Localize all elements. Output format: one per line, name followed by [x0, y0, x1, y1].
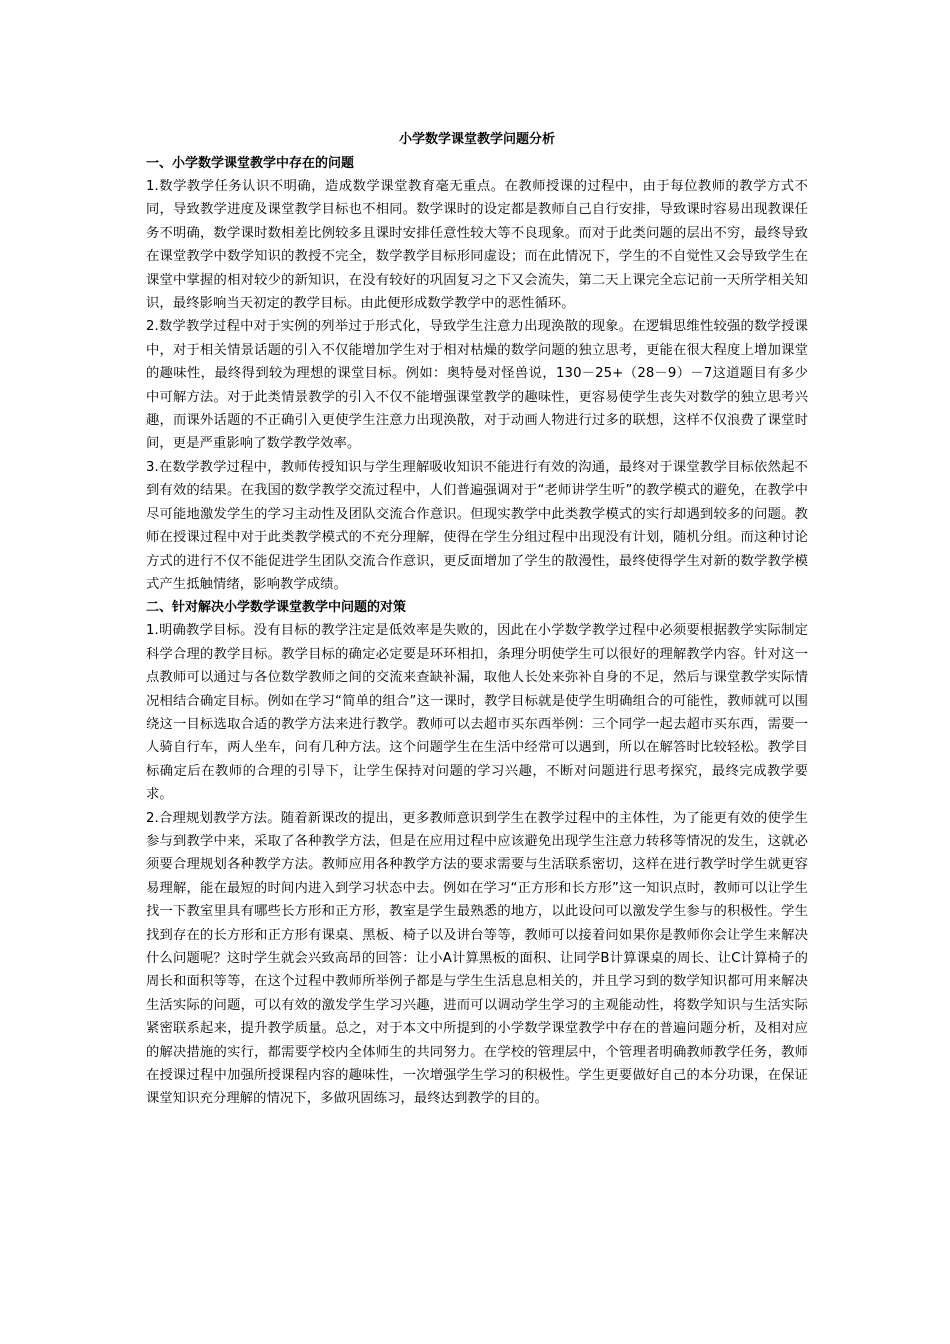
section-heading-problems: 一、小学数学课堂教学中存在的问题: [146, 156, 355, 171]
paragraph-problem-1: 1.数学教学任务认识不明确，造成数学课堂教育毫无重点。在教师授课的过程中，由于每位教师的教学方式不同，导致教学进度及课堂教学目标也不相同。数学课时的设定都是教师自己自行安排，导致课时容易出现教课任务不明确，数学课时数相差比例较多且课时安排任意性较大等不良现象。而对于此类问题的层出不穷，最终导致在课堂教学中数学知识的教授不完全，数学教学目标形同虚设；而在此情况下，学生的不自觉性又会导致学生在课堂中掌握的相对较少的新知识，在没有较好的巩固复习之下又会流失，第二天上课完全忘记前一天所学相关知识，最终影响当天初定的教学目标。由此便形成数学教学中的恶性循环。: [146, 179, 808, 312]
document-page: [146, 128, 808, 1111]
paragraph-solution-2: 2.合理规划教学方法。随着新课改的提出，更多教师意识到学生在教学过程中的主体性，为了能更有效的使学生参与到教学中来，采取了各种教学方法，但是在应用过程中应该避免出现学生注意力转移等情况的发生，这就必须要合理规划各种教学方法。教师应用各种教学方法的要求需要与生活联系密切，这样在进行教学时学生就更容易理解，能在最短的时间内进入到学习状态中去。例如在学习“正方形和长方形”这一知识点时，教师可以让学生找一下教室里具有哪些长方形和正方形，教室是学生最熟悉的地方，以此设问可以激发学生参与的积极性。学生找到存在的长方形和正方形有课桌、黑板、椅子以及讲台等等，教师可以接着问如果你是教师你会让学生来解决什么问题呢？这时学生就会兴致高昂的回答：让小A计算黑板的面积、让同学B计算课桌的周长、让C计算椅子的周长和面积等等，在这个过程中教师所举例子都是与学生生活息息相关的，并且学习到的数学知识都可用来解决生活实际的问题，可以有效的激发学生学习兴趣，进而可以调动学生学习的主观能动性，将数学知识与生活实际紧密联系起来，提升教学质量。总之，对于本文中所提到的小学数学课堂教学中存在的普遍问题分析，及相对应的解决措施的实行，都需要学校内全体师生的共同努力。在学校的管理层中，个管理者明确教师教学任务，教师在授课过程中加强所授课程内容的趣味性，一次增强学生学习的积极性。学生更要做好自己的本分功课，在保证课堂知识充分理解的情况下，多做巩固练习，最终达到教学的目的。: [146, 810, 808, 1107]
paragraph-problem-3: 3.在数学教学过程中，教师传授知识与学生理解吸收知识不能进行有效的沟通，最终对于课堂教学目标依然起不到有效的结果。在我国的数学教学交流过程中，人们普遍强调对于“老师讲学生听”的教学模式的避免，在教学中尽可能地激发学生的学习主动性及团队交流合作意识。但现实教学中此类教学模式的实行却遇到较多的问题。教师在授课过程中对于此类教学模式的不充分理解，使得在学生分组过程中出现没有计划，随机分组。而这种讨论方式的进行不仅不能促进学生团队交流合作意识，更反面增加了学生的散漫性，最终使得学生对新的数学教学模式产生抵触情绪，影响教学成绩。: [146, 459, 808, 592]
document-title: 小学数学课堂教学问题分析: [398, 132, 555, 147]
paragraph-solution-1: 1.明确教学目标。没有目标的教学注定是低效率是失败的，因此在小学数学教学过程中必须要根据教学实际制定科学合理的教学目标。教学目标的确定必定要是环环相扣，条理分明使学生可以很好的理解教学内容。针对这一点教师可以通过与各位数学教师之间的交流来查缺补漏，取他人长处来弥补自身的不足，然后与课堂教学实际情况相结合确定目标。例如在学习“简单的组合”这一课时，教学目标就是使学生明确组合的可能性，教师就可以围绕这一目标选取合适的教学方法来进行教学。教师可以去超市买东西举例：三个同学一起去超市买东西，需要一人骑自行车，两人坐车，问有几种方法。这个问题学生在生活中经常可以遇到，所以在解答时比较轻松。教学目标确定后在教师的合理的引导下，让学生保持对问题的学习兴趣，不断对问题进行思考探究，最终完成教学要求。: [146, 623, 808, 803]
paragraph-problem-2: 2.数学教学过程中对于实例的列举过于形式化，导致学生注意力出现涣散的现象。在逻辑思维性较强的数学授课中，对于相关情景话题的引入不仅能增加学生对于相对枯燥的数学问题的独立思考，更能在很大程度上增加课堂的趣味性，最终得到较为理想的课堂目标。例如：奥特曼对怪兽说，130－25+（28－9）－7这道题目有多少中可解方法。对于此类情景教学的引入不仅不能增强课堂教学的趣味性，更容易使学生丧失对数学的独立思考兴趣，而课外话题的不正确引入更使学生注意力出现涣散，对于动画人物进行过多的联想，这样不仅浪费了课堂时间，更是严重影响了数学教学效率。: [146, 319, 808, 452]
section-heading-solutions: 二、针对解决小学数学课堂教学中问题的对策: [146, 600, 407, 616]
